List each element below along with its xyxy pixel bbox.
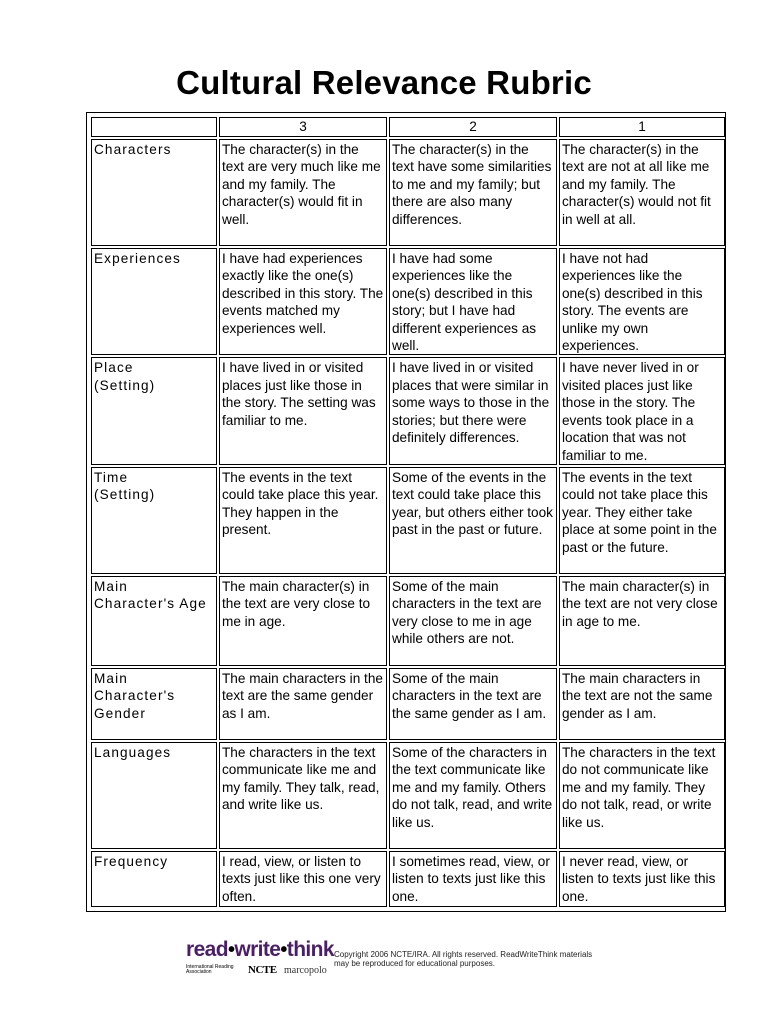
marcopolo-logo: marcopolo [284, 965, 327, 976]
score-2-cell: Some of the characters in the text communicate like me and my family. Others do not talk, read, and write like us. [389, 742, 557, 849]
header-cell-score-1: 1 [559, 117, 725, 137]
score-1-cell: The main characters in the text are not the same gender as I am. [559, 668, 725, 740]
score-2-cell: I have had some experiences like the one(s) described in this story; but I have had different experiences as well. [389, 248, 557, 355]
table-row [91, 851, 725, 907]
score-2-cell: Some of the events in the text could take place this year, but others either took past in the past or future. [389, 467, 557, 574]
header-row [91, 117, 725, 137]
criterion-cell: Characters [91, 139, 217, 246]
header-cell-score-3: 3 [219, 117, 387, 137]
score-3-cell: The characters in the text communicate like me and my family. They talk, read, and write like us. [219, 742, 387, 849]
score-3-cell: I have had experiences exactly like the one(s) described in this story. The events matched my experiences well. [219, 248, 387, 355]
score-1-cell: I never read, view, or listen to texts just like this one. [559, 851, 725, 907]
score-1-cell: The main character(s) in the text are not very close in age to me. [559, 576, 725, 666]
score-3-cell: I read, view, or listen to texts just like this one very often. [219, 851, 387, 907]
rubric-table [89, 115, 727, 909]
ira-logo: International Reading Association [186, 964, 234, 975]
partner-logos [186, 964, 336, 980]
score-3-cell: I have lived in or visited places just like those in the story. The setting was familiar to me. [219, 357, 387, 464]
table-row [91, 139, 725, 246]
criterion-cell: Frequency [91, 851, 217, 907]
footer [186, 938, 606, 982]
table-row [91, 668, 725, 740]
header-cell-criterion [91, 117, 217, 137]
copyright-notice: Copyright 2006 NCTE/IRA. All rights reserved. ReadWriteThink materials may be reproduced for educational purposes. [334, 950, 593, 968]
score-1-cell: The characters in the text do not communicate like me and my family. They do not talk, read, or write like us. [559, 742, 725, 849]
score-3-cell: The character(s) in the text are very much like me and my family. The character(s) would fit in well. [219, 139, 387, 246]
score-3-cell: The main character(s) in the text are very close to me in age. [219, 576, 387, 666]
criterion-cell: Languages [91, 742, 217, 849]
table-row [91, 357, 725, 464]
criterion-cell: Main Character's Age [91, 576, 217, 666]
score-2-cell: Some of the main characters in the text are the same gender as I am. [389, 668, 557, 740]
table-row [91, 576, 725, 666]
page-title: Cultural Relevance Rubric [176, 64, 592, 101]
score-2-cell: I sometimes read, view, or listen to texts just like this one. [389, 851, 557, 907]
criterion-cell: Experiences [91, 248, 217, 355]
score-2-cell: Some of the main characters in the text are very close to me in age while others are not. [389, 576, 557, 666]
score-1-cell: The character(s) in the text are not at all like me and my family. The character(s) would not fit in well at all. [559, 139, 725, 246]
score-3-cell: The main characters in the text are the same gender as I am. [219, 668, 387, 740]
criterion-cell: Main Character's Gender [91, 668, 217, 740]
score-1-cell: I have not had experiences like the one(s) described in this story. The events are unlike my own experiences. [559, 248, 725, 355]
score-3-cell: The events in the text could take place this year. They happen in the present. [219, 467, 387, 574]
score-1-cell: The events in the text could not take place this year. They either take place at some point in the past or the future. [559, 467, 725, 574]
criterion-cell: Place (Setting) [91, 357, 217, 464]
score-2-cell: I have lived in or visited places that were similar in some ways to those in the stories; but there were definitely differences. [389, 357, 557, 464]
header-cell-score-2: 2 [389, 117, 557, 137]
table-row [91, 742, 725, 849]
table-row [91, 248, 725, 355]
logo-wordmark: read•write•think [186, 938, 334, 961]
readwritethink-logo [186, 938, 336, 982]
table-row [91, 467, 725, 574]
score-2-cell: The character(s) in the text have some similarities to me and my family; but there are also many differences. [389, 139, 557, 246]
rubric-table-frame [86, 112, 726, 912]
score-1-cell: I have never lived in or visited places just like those in the story. The events took place in a location that was not familiar to me. [559, 357, 725, 464]
criterion-cell: Time (Setting) [91, 467, 217, 574]
ncte-logo: NCTE [248, 964, 277, 976]
